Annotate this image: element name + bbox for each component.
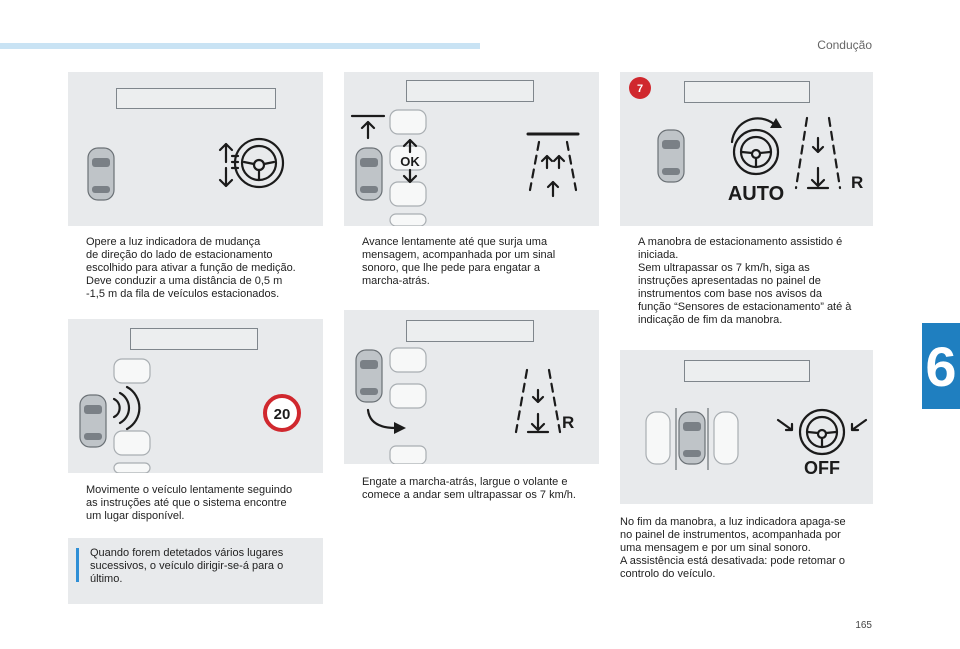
reverse-label: R [851, 173, 864, 192]
parked-cars-row [390, 348, 426, 464]
step-advance: Avance lentamente até que surja uma mensagem, acompanhada por um sinal sonoro, que lhe pede para engatar a marcha-atrás. [362, 236, 556, 287]
ok-label: OK [400, 154, 420, 169]
illustration-turn-signal [68, 72, 323, 226]
step-turn-signal: Opere a luz indicadora de mudança de direção do lado de estacionamento escolhido para ativar a função de medição. Deve conduzir a uma distância de 0,5 m -1,5 m da fila de veículos estacionados. [86, 236, 296, 300]
step-manoeuvre: A manobra de estacionamento assistido é iniciada. Sem ultrapassar os 7 km/h, siga as instruções apresentadas no painel de instrumentos com base nos avisos da função “Sensores de estacionamento” até à indicação de fim da manobra. [638, 236, 852, 326]
illustration-searching-space [68, 319, 323, 473]
advance-drawing [344, 72, 599, 226]
info-bar [76, 548, 79, 582]
off-drawing [620, 350, 873, 504]
auto-label: AUTO [727, 183, 785, 205]
header-bar [0, 43, 480, 49]
drive-forward-icon [528, 134, 578, 196]
reverse-path-icon [516, 370, 560, 432]
illustration-reverse [344, 310, 599, 464]
car-icon [356, 148, 382, 200]
searching-drawing [68, 319, 323, 473]
svg-text:20: 20 [273, 406, 291, 423]
reverse-path-icon [796, 118, 840, 188]
step-search-space: Movimente o veículo lentamente seguindo as instruções até que o sistema encontre um lugar disponível. [86, 484, 293, 522]
reverse-arc [368, 410, 396, 428]
illustration-advance-ok [344, 72, 599, 226]
section-title: Condução [817, 38, 872, 52]
steering-wheel-icon [235, 139, 283, 187]
step-badge [629, 77, 651, 99]
end-of-manoeuvre-text: No fim da manobra, a luz indicadora apaga-se no painel de instrumentos, acompanhada por uma mensagem e por um sinal sonoro. A assistência está desativada: pode retomar o controlo do veículo. [620, 516, 846, 580]
chapter-tab: 6 [922, 323, 960, 409]
svg-text:7: 7 [636, 83, 644, 95]
reverse-drawing [344, 310, 599, 464]
hands-off-arrows-icon [778, 420, 866, 430]
speed-limit-icon [265, 396, 299, 430]
info-note: Quando forem detetados vários lugares sucessivos, o veículo dirigir-se-á para o último. [68, 538, 323, 604]
steering-wheel-icon [800, 410, 844, 454]
illustration-off [620, 350, 873, 504]
illustration-auto-manoeuvre [620, 72, 873, 226]
car-icon [88, 148, 114, 200]
parked-cars-row [114, 359, 150, 473]
auto-drawing [620, 72, 873, 226]
car-icon [356, 350, 382, 402]
sensor-waves-icon [114, 387, 139, 429]
off-label: OFF [804, 458, 840, 478]
car-icon [679, 412, 705, 464]
turn-signal-drawing [68, 72, 323, 226]
step-reverse: Engate a marcha-atrás, largue o volante e comece a andar sem ultrapassar os 7 km/h. [362, 476, 576, 501]
car-icon [80, 395, 106, 447]
reverse-label: R [562, 413, 575, 432]
page-number: 165 [855, 620, 872, 631]
steering-wheel-icon [732, 118, 782, 174]
car-icon [658, 130, 684, 182]
